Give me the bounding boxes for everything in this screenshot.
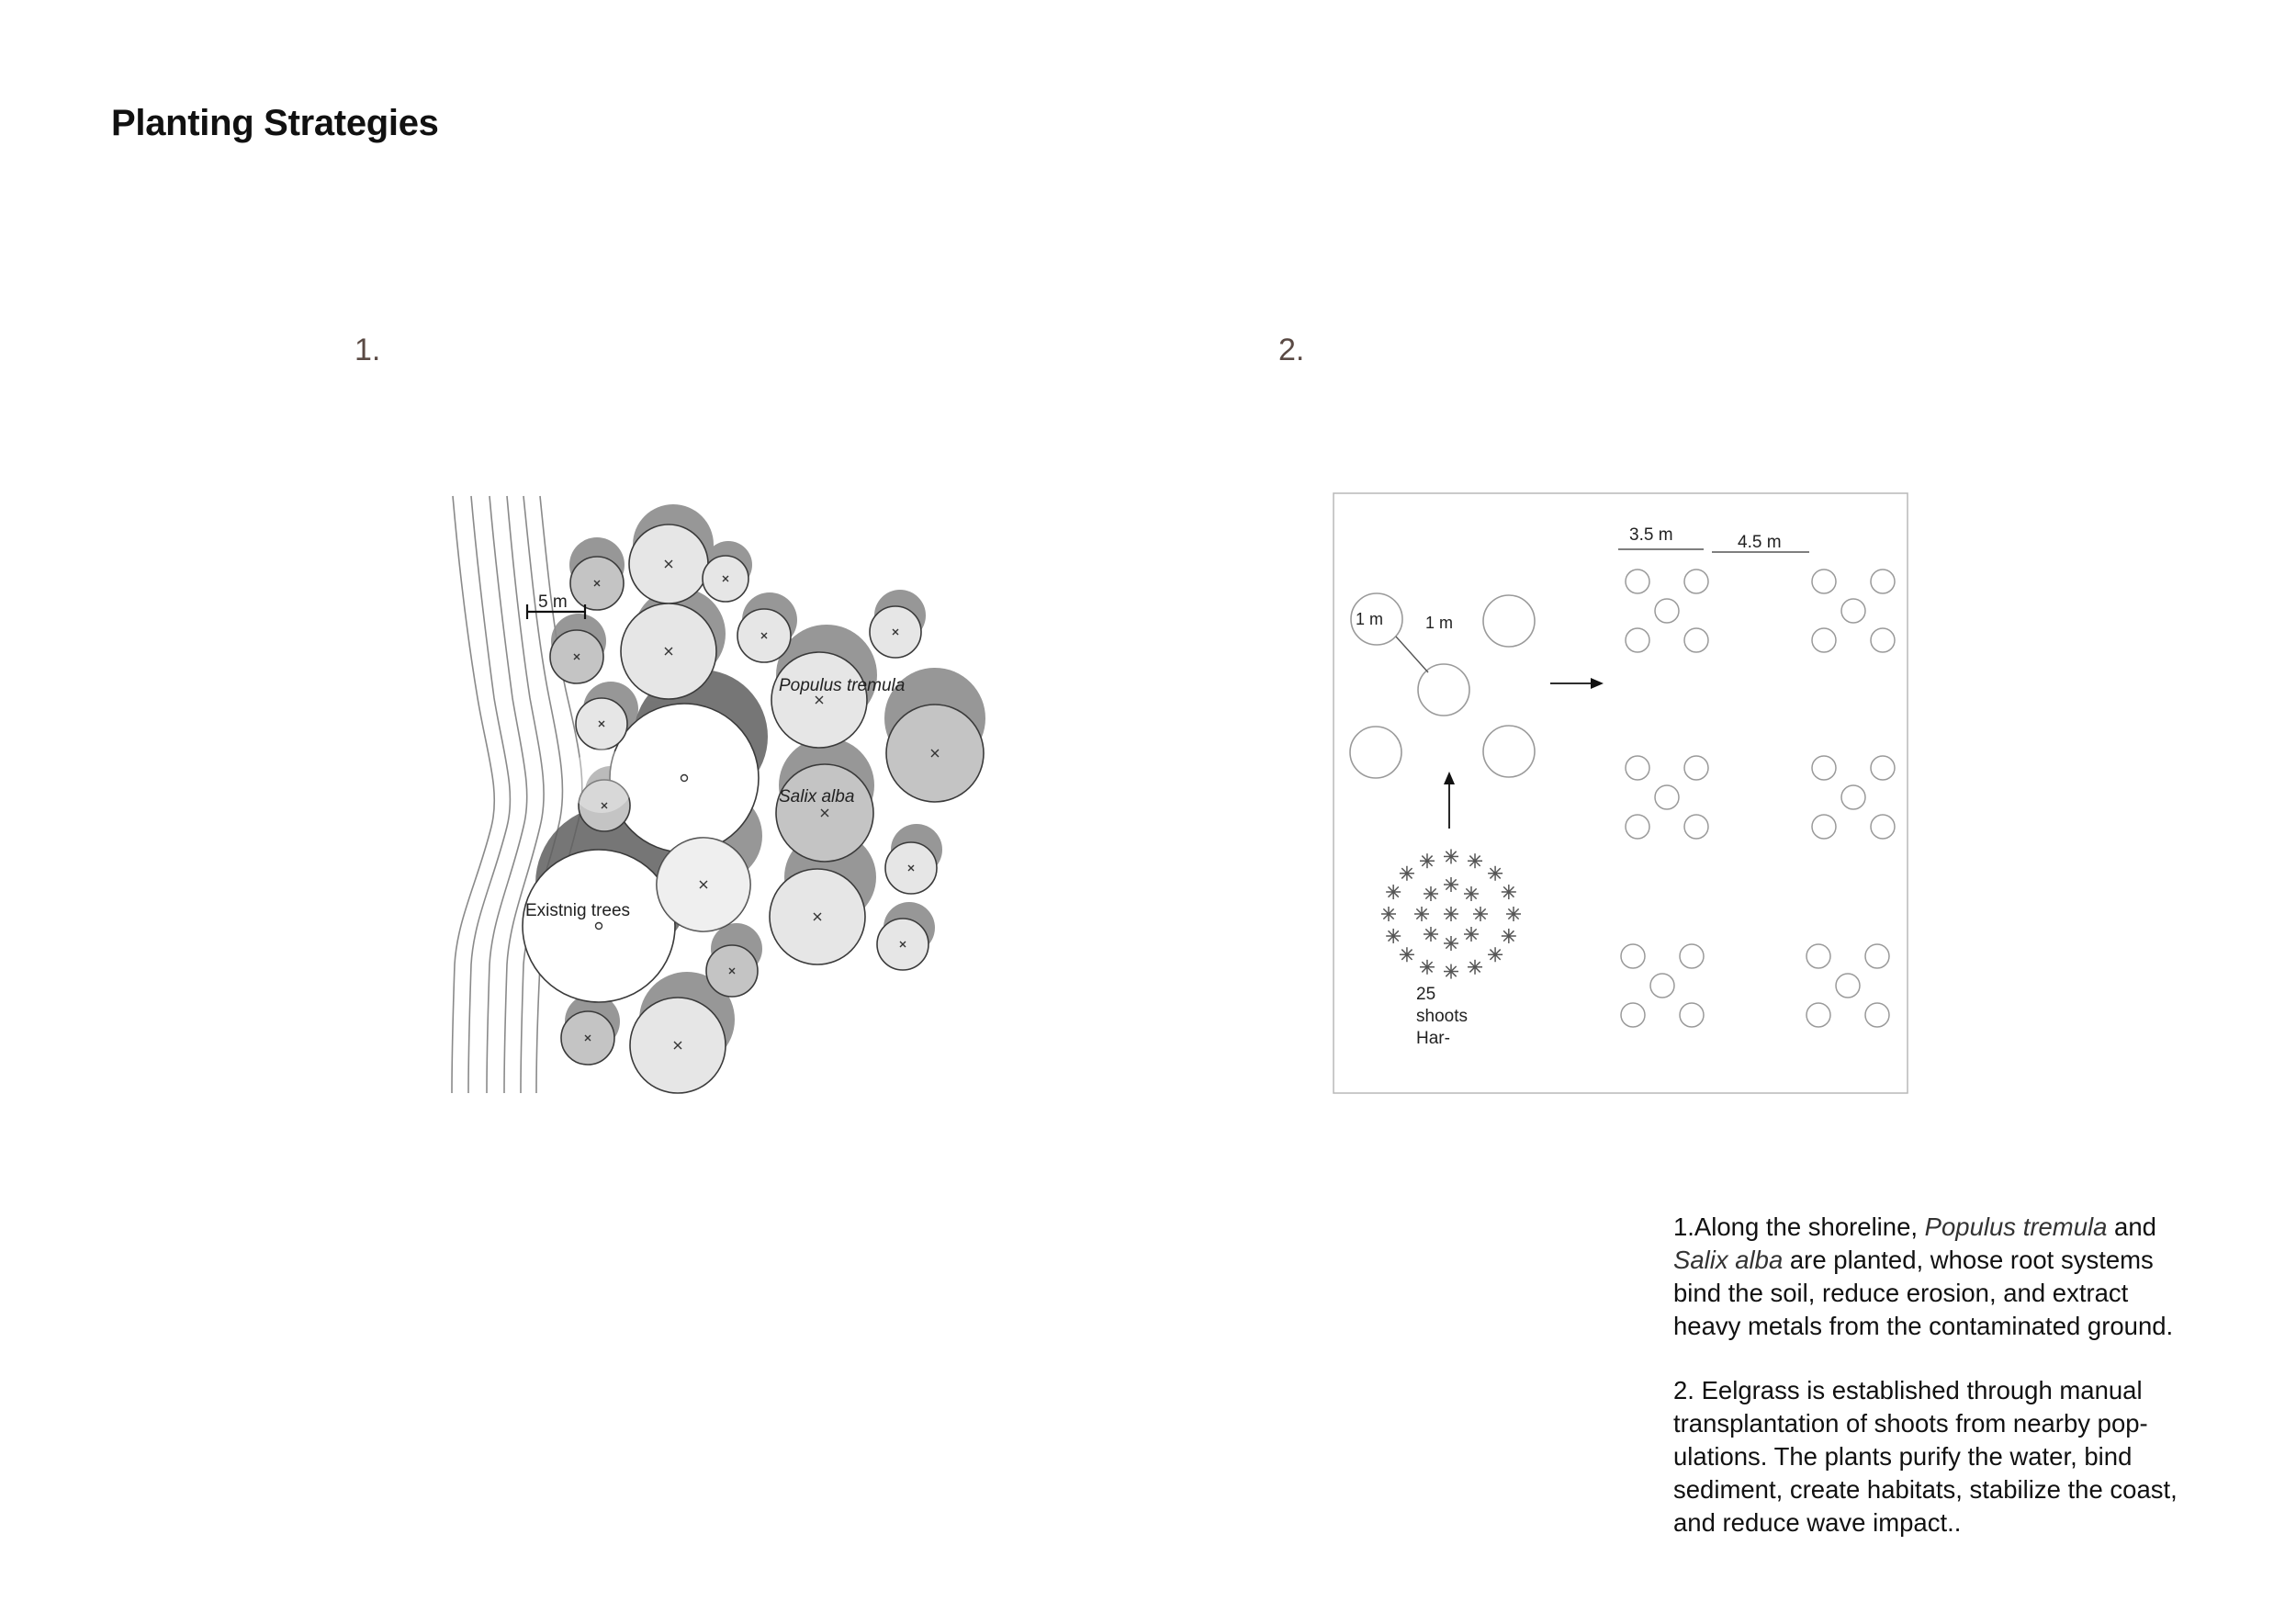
- eelgrass-patch: [1871, 628, 1895, 652]
- diameter-label-1: 1 m: [1356, 610, 1384, 628]
- eelgrass-patch: [1865, 944, 1889, 968]
- page-title: Planting Strategies: [111, 103, 439, 143]
- shoot-icon: [1468, 960, 1482, 975]
- species-name-italic: Populus tremula: [1924, 1212, 2108, 1241]
- eelgrass-patch: [1626, 815, 1649, 839]
- species-label-salix: Salix alba: [779, 787, 855, 806]
- eelgrass-patch: [1621, 944, 1645, 968]
- shoot-icon: [1420, 960, 1435, 975]
- shoot-icon: [1506, 907, 1521, 921]
- eelgrass-patch: [1841, 599, 1865, 623]
- diagram-shoreline-planting: [452, 496, 985, 1093]
- description-line: sediment, create habitats, stabilize the coast,: [1673, 1475, 2178, 1504]
- eelgrass-patch: [1680, 944, 1704, 968]
- scale-label: 5 m: [538, 592, 568, 612]
- description-line: transplantation of shoots from nearby pop-: [1673, 1409, 2148, 1438]
- eelgrass-patch: [1871, 570, 1895, 593]
- eelgrass-patch: [1812, 815, 1836, 839]
- eelgrass-patch: [1655, 785, 1679, 809]
- description-line: 2. Eelgrass is established through manual: [1673, 1376, 2143, 1404]
- eelgrass-patch: [1865, 1003, 1889, 1027]
- eelgrass-patch: [1841, 785, 1865, 809]
- description-text: bind the soil, reduce erosion, and extract: [1673, 1279, 2129, 1307]
- description-line: [1673, 1310, 2243, 1343]
- shoot-icon: [1444, 964, 1458, 979]
- eelgrass-patch: [1626, 570, 1649, 593]
- diameter-label-2: 1 m: [1425, 614, 1454, 632]
- shoot-icon: [1444, 849, 1458, 863]
- shoots-count: 25: [1416, 985, 1436, 1004]
- eelgrass-patch: [1680, 1003, 1704, 1027]
- shoot-icon: [1424, 927, 1438, 942]
- eelgrass-patch: [1871, 756, 1895, 780]
- shoot-icon: [1488, 947, 1503, 962]
- shoot-icon: [1464, 927, 1479, 942]
- eelgrass-patch: [1626, 628, 1649, 652]
- spacing-label-b: 4.5 m: [1738, 533, 1782, 552]
- diagram-eelgrass-planting: [1334, 493, 1908, 1093]
- shoot-icon: [1386, 929, 1401, 943]
- harvest-label: Har-: [1416, 1029, 1450, 1048]
- spacing-label-a: 3.5 m: [1629, 525, 1673, 545]
- eelgrass-patch: [1836, 974, 1860, 998]
- shoot-icon: [1502, 885, 1516, 899]
- eelgrass-patch: [1650, 974, 1674, 998]
- shoot-icon: [1444, 936, 1458, 951]
- eelgrass-patch: [1812, 570, 1836, 593]
- eelgrass-patch: [1684, 570, 1708, 593]
- eelgrass-patch: [1806, 1003, 1830, 1027]
- description-line: [1673, 1244, 2243, 1277]
- shoot-icon: [1400, 866, 1414, 881]
- shoot-icon: [1502, 929, 1516, 943]
- eelgrass-patch: [1655, 599, 1679, 623]
- eelgrass-patch: [1684, 815, 1708, 839]
- shoot-icon: [1400, 947, 1414, 962]
- description-text: heavy metals from the contaminated ground.: [1673, 1312, 2174, 1340]
- description-line: [1673, 1211, 2243, 1244]
- species-label-populus: Populus tremula: [779, 676, 906, 695]
- shoot-icon: [1488, 866, 1503, 881]
- shoot-icon: [1444, 877, 1458, 892]
- shoot-icon: [1464, 886, 1479, 901]
- description-text: and: [2107, 1212, 2156, 1241]
- shoot-icon: [1424, 886, 1438, 901]
- description-text: are planted, whose root systems: [1783, 1246, 2154, 1274]
- description-paragraph-1: [1673, 1211, 2243, 1343]
- description-line: ulations. The plants purify the water, bind: [1673, 1442, 2133, 1471]
- eelgrass-patch: [1871, 815, 1895, 839]
- shoot-icon: [1414, 907, 1429, 921]
- eelgrass-patch: [1684, 756, 1708, 780]
- section-number-1: 1.: [355, 333, 381, 367]
- shoots-word: shoots: [1416, 1007, 1468, 1026]
- shoot-icon: [1468, 853, 1482, 868]
- shoot-icon: [1444, 907, 1458, 921]
- description-line: [1673, 1277, 2243, 1310]
- eelgrass-patch: [1684, 628, 1708, 652]
- eelgrass-patch: [1626, 756, 1649, 780]
- existing-trees-label: Existnig trees: [525, 901, 631, 920]
- description-text: 1.Along the shoreline,: [1673, 1212, 1925, 1241]
- shoot-icon: [1386, 885, 1401, 899]
- eelgrass-patch: [1806, 944, 1830, 968]
- description-paragraph-2: [1673, 1374, 2243, 1539]
- eelgrass-patch: [1812, 756, 1836, 780]
- species-name-italic: Salix alba: [1673, 1246, 1784, 1274]
- shoot-icon: [1420, 853, 1435, 868]
- shoreline-contours: [452, 496, 582, 1093]
- eelgrass-patch: [1621, 1003, 1645, 1027]
- description-line: and reduce wave impact..: [1673, 1508, 1962, 1537]
- eelgrass-patch: [1812, 628, 1836, 652]
- shoot-icon: [1381, 907, 1396, 921]
- section-number-2: 2.: [1278, 333, 1305, 367]
- shoot-icon: [1473, 907, 1488, 921]
